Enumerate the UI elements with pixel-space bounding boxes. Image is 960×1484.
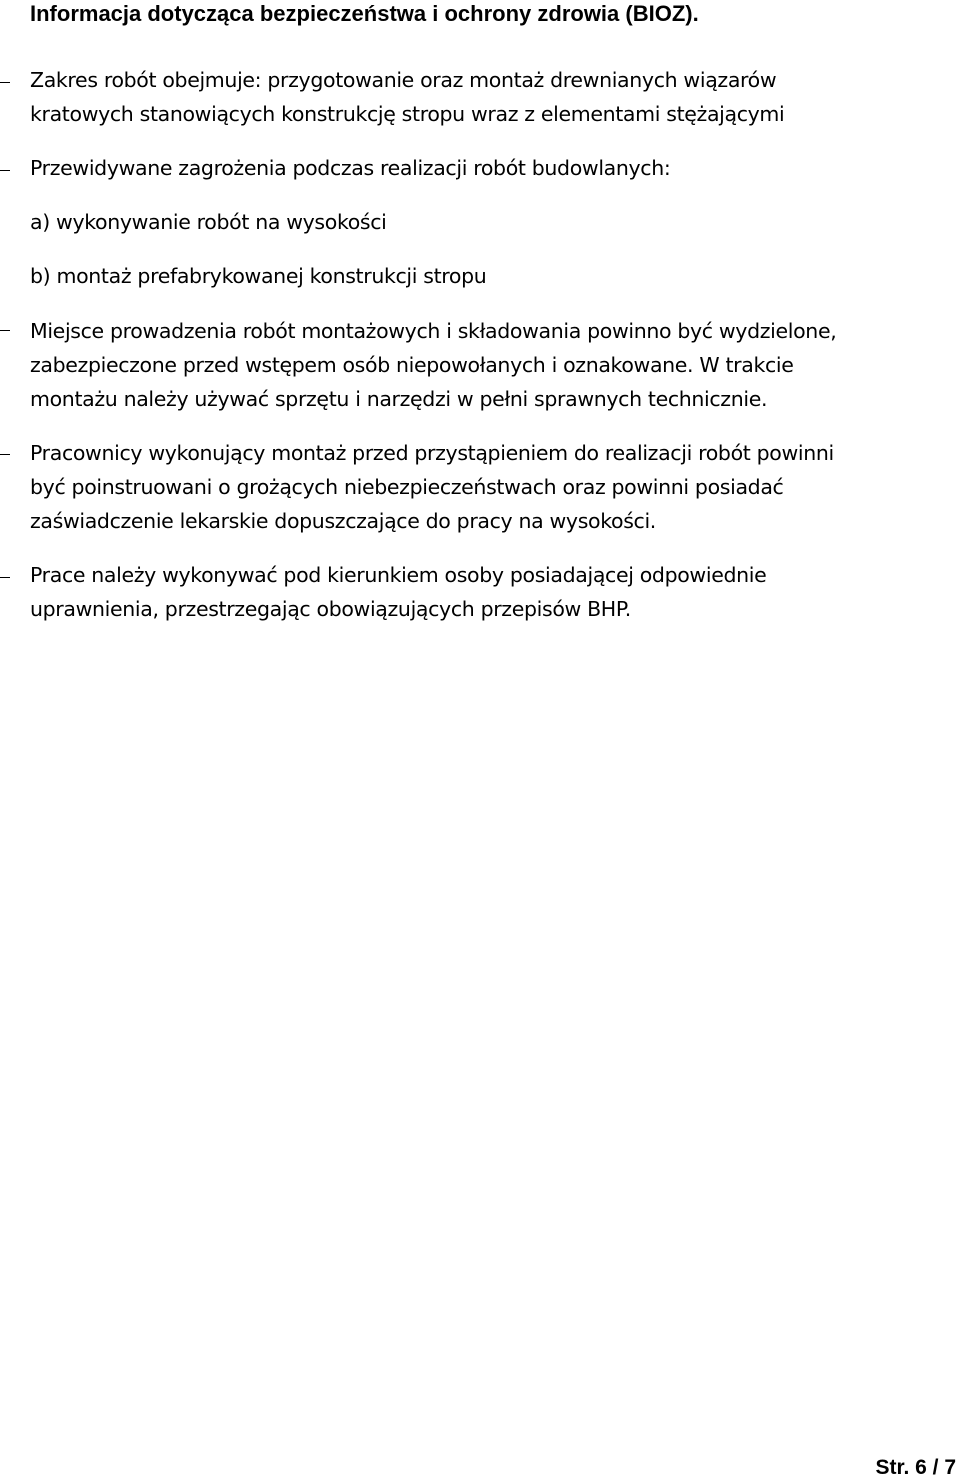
list-item-site [30,314,960,416]
list-item-supervision [30,558,960,626]
list-item-line: Pracownicy wykonujący montaż przed przystąpieniem do realizacji robót powinni [30,441,834,465]
list-item-line: Przewidywane zagrożenia podczas realizacji robót budowlanych: [30,156,671,180]
list-item-workers [30,436,960,538]
bullet-dash [0,170,10,171]
list-item-scope [30,63,960,131]
list-item-line: zabezpieczone przed wstępem osób niepowołanych i oznakowane. W trakcie [30,353,794,377]
bullet-dash [0,330,10,331]
sub-item-b [30,259,960,293]
list-item-line: montażu należy używać sprzętu i narzędzi w pełni sprawnych technicznie. [30,387,768,411]
list-item-line: b) montaż prefabrykowanej konstrukcji stropu [30,264,487,288]
list-item-line: Zakres robót obejmuje: przygotowanie oraz montaż drewnianych wiązarów [30,68,777,92]
list-item-line: być poinstruowani o grożących niebezpieczeństwach oraz powinni posiadać [30,475,784,499]
list-item-line: kratowych stanowiących konstrukcję stropu wraz z elementami stężającymi [30,102,785,126]
list-item-line: uprawnienia, przestrzegając obowiązujących przepisów BHP. [30,597,631,621]
page-title: Informacja dotycząca bezpieczeństwa i ochrony zdrowia (BIOZ). [30,1,699,26]
bullet-dash [0,82,10,83]
list-item-hazards [30,151,960,185]
list-item-line: a) wykonywanie robót na wysokości [30,210,387,234]
bullet-dash [0,577,10,578]
sub-item-a [30,205,960,239]
list-item-line: Miejsce prowadzenia robót montażowych i składowania powinno być wydzielone, [30,319,837,343]
page-number: Str. 6 / 7 [875,1456,956,1479]
list-item-line: Prace należy wykonywać pod kierunkiem osoby posiadającej odpowiednie [30,563,767,587]
list-item-line: zaświadczenie lekarskie dopuszczające do pracy na wysokości. [30,509,656,533]
bullet-dash [0,454,10,455]
